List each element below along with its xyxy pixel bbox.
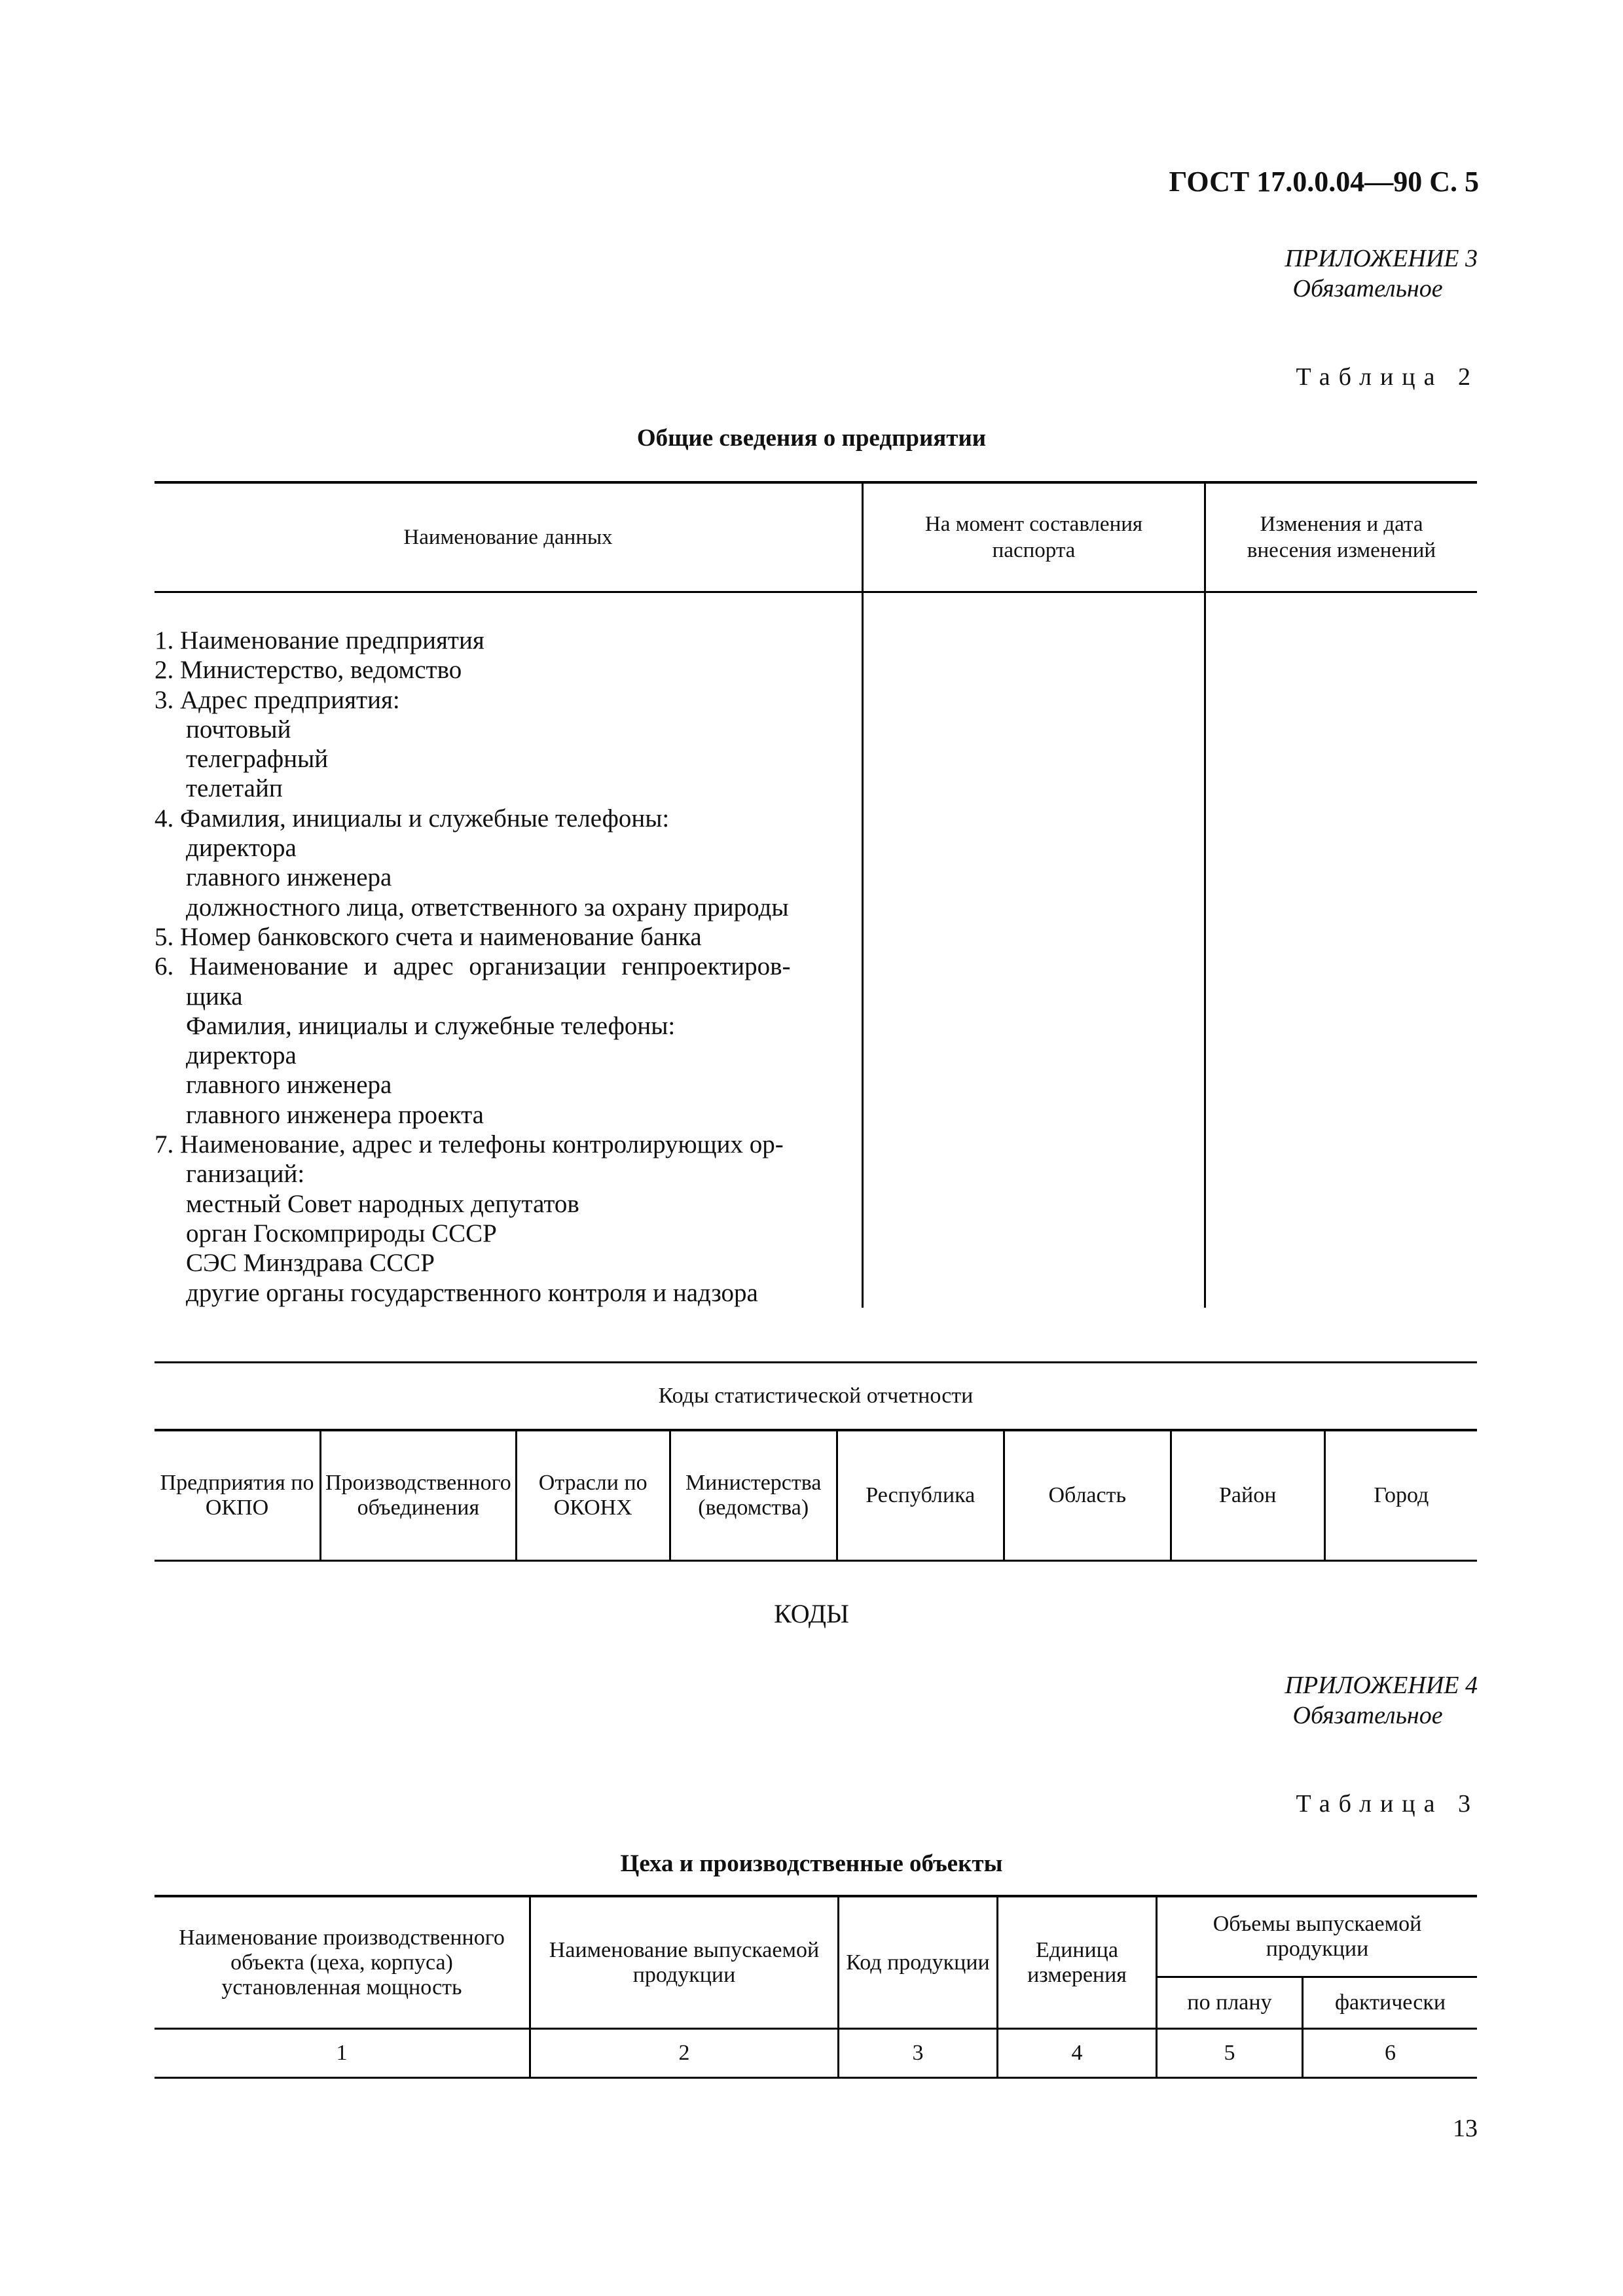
codes-column: Предприятия по ОКПО: [160, 1471, 314, 1520]
column-header: Наименование производственного объекта (цеха, корпуса) установленная мощность: [179, 1925, 505, 2000]
page-number: 13: [1453, 2115, 1478, 2142]
appendix-4-block: [1285, 1670, 1478, 1731]
table-2-label: Таблица 2: [1296, 363, 1479, 391]
table-3-caption: Цеха и производственные объекты: [620, 1850, 1003, 1877]
codes-column: Республика: [837, 1430, 1004, 1561]
list-item: 6. Наименование и адрес организации генпроектиров-: [155, 952, 791, 981]
appendix-4-status: Обязательное: [1292, 1702, 1443, 1729]
codes-table-title: Коды статистической отчетности: [155, 1363, 1477, 1431]
list-item: должностного лица, ответственного за охрану природы: [186, 893, 789, 922]
list-item: местный Совет народных депутатов: [186, 1189, 579, 1218]
codes-column: Город: [1324, 1430, 1477, 1561]
list-item: почтовый: [186, 715, 291, 744]
column-header: по плану: [1157, 1977, 1303, 2029]
list-item: главного инженера: [186, 863, 392, 892]
list-item: директора: [186, 834, 297, 863]
list-item: директора: [186, 1041, 297, 1070]
list-item: ганизаций:: [186, 1160, 305, 1189]
table-2-empty-cell: [863, 592, 1205, 1308]
column-header: Наименование данных: [155, 482, 863, 592]
list-item: 1. Наименование предприятия: [155, 626, 484, 655]
statistical-codes-table: [155, 1361, 1477, 1562]
list-item: орган Госкомприроды СССР: [186, 1219, 497, 1247]
list-item: щика: [186, 982, 243, 1011]
list-item: 4. Фамилия, инициалы и служебные телефоны:: [155, 804, 670, 833]
codes-column: Министерства (ведомства): [670, 1430, 837, 1561]
table-2-items: [155, 592, 863, 1308]
codes-column: Район: [1171, 1430, 1324, 1561]
list-item: СЭС Минздрава СССР: [186, 1249, 435, 1278]
list-item: 5. Номер банковского счета и наименование банка: [155, 922, 702, 951]
codes-column: Отрасли по ОКОНХ: [516, 1430, 670, 1561]
table-2-empty-cell: [1205, 592, 1478, 1308]
column-number: 5: [1157, 2029, 1303, 2078]
column-header: фактически: [1303, 1977, 1478, 2029]
codes-label: КОДЫ: [774, 1599, 849, 1628]
column-number: 2: [530, 2029, 839, 2078]
column-header: Единица измерения: [998, 1896, 1157, 2029]
list-item: 2. Министерство, ведомство: [155, 656, 462, 685]
list-item: 7. Наименование, адрес и телефоны контролирующих ор-: [155, 1130, 784, 1159]
table-2: [155, 481, 1477, 1308]
appendix-3-status: Обязательное: [1292, 275, 1443, 302]
column-number: 1: [155, 2029, 530, 2078]
appendix-3-block: [1285, 243, 1478, 304]
column-number: 4: [998, 2029, 1157, 2078]
column-number: 6: [1303, 2029, 1478, 2078]
list-item: другие органы государственного контроля и надзора: [186, 1278, 758, 1307]
column-header: Наименование выпускаемой продукции: [530, 1896, 839, 2029]
list-item: 3. Адрес предприятия:: [155, 685, 400, 714]
list-item: телетайп: [186, 774, 283, 803]
table-3: [155, 1895, 1477, 2079]
codes-column: Область: [1004, 1430, 1171, 1561]
codes-column: Производственного объединения: [321, 1430, 517, 1561]
appendix-4-title: ПРИЛОЖЕНИЕ 4: [1285, 1672, 1478, 1699]
list-item: главного инженера: [186, 1071, 392, 1100]
document-header: ГОСТ 17.0.0.04—90 С. 5: [1169, 166, 1479, 198]
column-group-header: Объемы выпускаемой продукции: [1157, 1896, 1478, 1977]
column-header: Изменения и дата внесения изменений: [1205, 482, 1478, 592]
column-header: На момент составления паспорта: [863, 482, 1205, 592]
column-header: Код продукции: [839, 1896, 998, 2029]
table-2-caption: Общие сведения о предприятии: [636, 425, 987, 452]
appendix-3-title: ПРИЛОЖЕНИЕ 3: [1285, 245, 1478, 272]
table-3-label: Таблица 3: [1296, 1790, 1479, 1818]
list-item: главного инженера проекта: [186, 1100, 484, 1129]
list-item: телеграфный: [186, 745, 329, 774]
list-item: Фамилия, инициалы и служебные телефоны:: [186, 1011, 676, 1040]
column-number: 3: [839, 2029, 998, 2078]
